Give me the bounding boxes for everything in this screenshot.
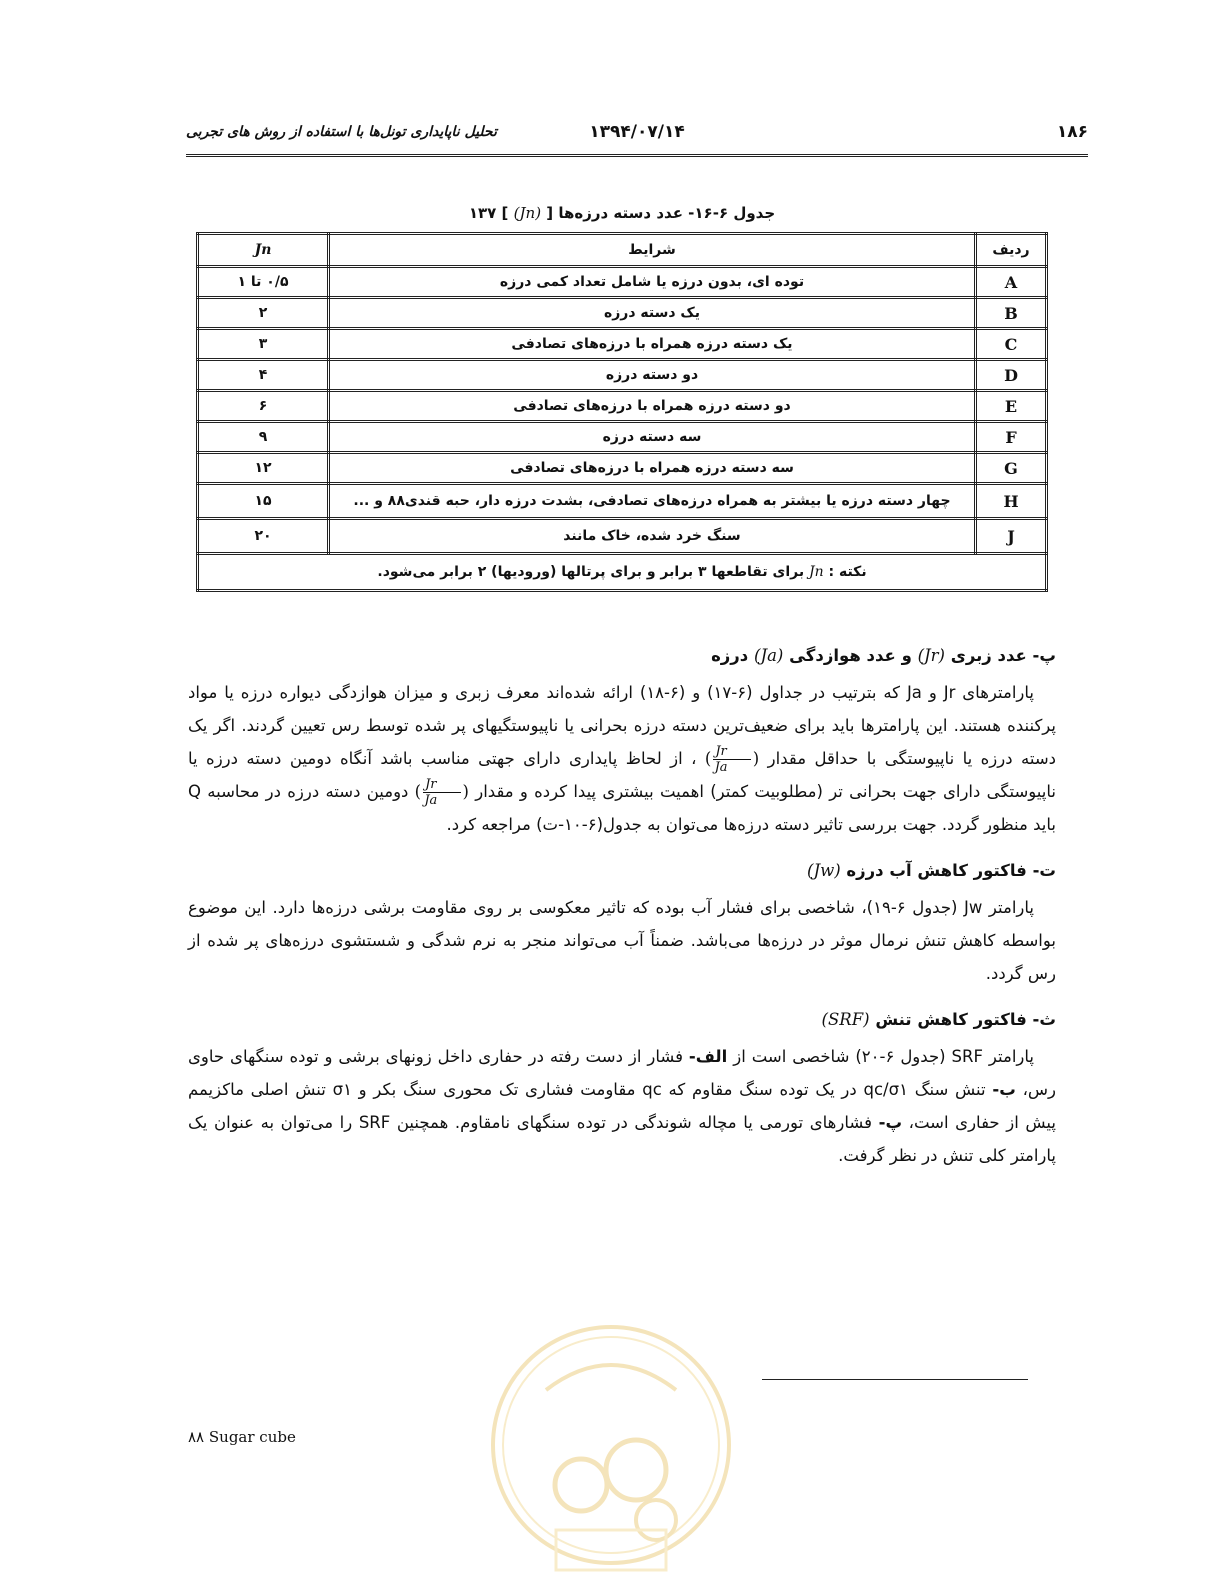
row-condition: دو دسته درزه همراه با درزه‌های تصادفی [329, 391, 976, 422]
fraction-numerator: Jr [423, 777, 460, 793]
fraction-jr-ja [713, 744, 750, 775]
note-prefix: نکته : [828, 564, 867, 580]
note-suffix: برای تقاطعها ۳ برابر و برای پرتالها (ورودیها) ۲ برابر می‌شود. [377, 564, 805, 580]
header-date: ۱۳۹۴/۰۷/۱۴ [589, 122, 685, 142]
body-text [188, 636, 1056, 1182]
row-condition: یک دسته درزه [329, 298, 976, 329]
row-index: B [976, 298, 1047, 329]
row-condition: دو دسته درزه [329, 360, 976, 391]
row-value: ۱۵ [198, 484, 329, 519]
row-value: ۲۰ [198, 519, 329, 554]
caption-symbol: (Jn) [513, 204, 542, 222]
row-condition: توده ای، بدون درزه یا شامل تعداد کمی درزه [329, 267, 976, 298]
table-row [198, 329, 1047, 360]
section-heading-roughness [188, 636, 1056, 676]
row-index: H [976, 484, 1047, 519]
paragraph-text: ، از لحاظ پایداری دارای جهتی مناسب باشد آنگاه دومین دسته درزه یا ناپیوستگی دارای جهت بحرانی تر (مطلوبیت کمتر) اهمیت بیشتری پیدا کرده و مقدار [188, 749, 1056, 801]
joint-set-table [196, 232, 1048, 592]
table-row [198, 267, 1047, 298]
row-index: F [976, 422, 1047, 453]
paragraph-roughness: پارامترهای Jr و Ja که بترتیب در جداول (۶-۱۷) و (۶-۱۸) ارائه شده‌اند معرف زبری و میزان هوازدگی دیواره درزه یا مواد پرکننده هستند. این پارامترها باید برای ضعیف‌ترین دسته درزه بحرانی یا ناپیوستگیهای پر شده توسط رس تعیین گردند. اگر یک دسته درزه یا ناپیوستگی با حداقل مقدار ( $\frac{Jr}{Ja}$ ) ، از لحاظ پایداری دارای جهتی مناسب باشد آنگاه دومین دسته درزه یا ناپیوستگی دارای جهت بحرانی تر (مطلوبیت کمتر) اهمیت بیشتری پیدا کرده و مقدار ( $\frac{Jr}{Ja}$ ) دومین دسته درزه در محاسبه Q باید منظور گردد. جهت بررسی تاثیر دسته درزه‌ها می‌توان به جدول(۶-۱۰-ت) مراجعه کرد. [188, 683, 1057, 834]
paragraph-text: پارامتر SRF (جدول ۶-۲۰) شاخصی است از [733, 1047, 1035, 1066]
page-header [186, 118, 1088, 154]
heading-text: پ- عدد زبری [950, 646, 1056, 665]
caption-suffix: ] ۱۳۷ [468, 204, 509, 222]
row-value: ۹ [198, 422, 329, 453]
paragraph-text: پارامترهای Jr و Ja که بترتیب در جداول (۶-۱۷) و (۶-۱۸) ارائه شده‌اند معرف زبری و میزان هوازدگی دیواره درزه یا مواد پرکننده هستند. این پارامترها باید برای ضعیف‌ترین دسته درزه بحرانی یا ناپیوستگیهای پر شده توسط رس تعیین گردند. اگر یک دسته درزه یا ناپیوستگی با حداقل مقدار [188, 683, 1057, 768]
fraction-jr-ja [423, 777, 460, 808]
row-index: G [976, 453, 1047, 484]
watermark-seal-icon [486, 1320, 736, 1590]
table-row [198, 422, 1047, 453]
row-index: A [976, 267, 1047, 298]
table-row [198, 298, 1047, 329]
row-index: E [976, 391, 1047, 422]
row-condition: سه دسته درزه [329, 422, 976, 453]
row-value: ۶ [198, 391, 329, 422]
heading-symbol-ja: (Ja) [754, 646, 784, 665]
row-value: ۲ [198, 298, 329, 329]
heading-symbol-srf: (SRF) [821, 1010, 870, 1029]
section-heading-stress [188, 1000, 1056, 1040]
table-note-row [198, 554, 1047, 591]
table-row [198, 519, 1047, 554]
paragraph-water: پارامتر Jw (جدول ۶-۱۹)، شاخصی برای فشار آب بوده که تاثیر معکوسی بر روی مقاومت برشی درزه‌ها دارد. این موضوع بواسطه کاهش تنش نرمال موثر در درزه‌ها می‌باشد. ضمناً آب می‌تواند منجر به نرم شدگی و شستشوی درزه‌های پر شده از رس گردد. [188, 898, 1056, 983]
table-note [198, 554, 1047, 591]
row-index: C [976, 329, 1047, 360]
row-value: ۱۲ [198, 453, 329, 484]
row-condition: سه دسته درزه همراه با درزه‌های تصادفی [329, 453, 976, 484]
paragraph-text: تنش سنگ qc/σ۱ در یک توده سنگ مقاوم که qc مقاومت فشاری تک محوری سنگ بکر و σ۱ تنش اصلی ماکزیمم پیش از حفاری است، [188, 1080, 1056, 1132]
section-heading-water [188, 851, 1056, 891]
paragraph-text: فشارهای تورمی یا مچاله شوندگی در توده سنگهای نامقاوم. همچنین SRF را می‌توان به عنوان یک پارامتر کلی تنش در نظر گرفت. [188, 1113, 1056, 1165]
fraction-denominator: Ja [714, 760, 728, 775]
heading-text: و عدد هوازدگی [789, 646, 912, 665]
col-header-index: ردیف [976, 234, 1047, 267]
col-header-value: Jn [198, 234, 329, 267]
heading-symbol-jr: (Jr) [917, 646, 945, 665]
row-value: ۰/۵ تا ۱ [198, 267, 329, 298]
caption-prefix: جدول ۶-۱۶- عدد دسته درزه‌ها [ [546, 204, 776, 222]
running-title: تحلیل ناپایداری تونل‌ها با استفاده از روش های تجربی [186, 124, 497, 140]
table-row [198, 360, 1047, 391]
row-condition: یک دسته درزه همراه با درزه‌های تصادفی [329, 329, 976, 360]
footnote: ۸۸ Sugar cube [188, 1428, 296, 1446]
row-value: ۳ [198, 329, 329, 360]
page-number: ۱۸۶ [1056, 122, 1088, 142]
list-marker-alef: الف- [688, 1047, 728, 1066]
list-marker-be: ب- [992, 1080, 1016, 1099]
table-row [198, 391, 1047, 422]
paragraph-text: فشار از دست رفته در حفاری داخل زونهای برشی و توده سنگهای حاوی رس، [188, 1047, 1057, 1099]
col-header-condition: شرایط [329, 234, 976, 267]
heading-text: ت- فاکتور کاهش آب درزه [846, 861, 1056, 880]
header-rule [186, 154, 1088, 157]
footnote-rule [762, 1379, 1028, 1380]
paragraph-stress [188, 1040, 1056, 1172]
list-marker-pe: پ- [878, 1113, 903, 1132]
row-value: ۴ [198, 360, 329, 391]
heading-symbol-jw: (Jw) [807, 861, 841, 880]
row-index: D [976, 360, 1047, 391]
row-index: J [976, 519, 1047, 554]
fraction-denominator: Ja [424, 793, 438, 808]
note-symbol: Jn [808, 564, 824, 580]
row-condition: سنگ خرد شده، خاک مانند [329, 519, 976, 554]
table-caption [196, 204, 1048, 222]
fraction-numerator: Jr [713, 744, 750, 760]
paragraph-text: دومین دسته درزه در محاسبه Q باید منظور گردد. جهت بررسی تاثیر دسته درزه‌ها می‌توان به جدول(۶-۱۰-ت) مراجعه کرد. [188, 782, 1056, 834]
heading-text: درزه [711, 646, 749, 665]
row-condition: چهار دسته درزه یا بیشتر به همراه درزه‌های تصادفی، بشدت درزه دار، حبه قندی۸۸ و ... [329, 484, 976, 519]
table-header-row [198, 234, 1047, 267]
table-row [198, 453, 1047, 484]
table-row [198, 484, 1047, 519]
heading-text: ث- فاکتور کاهش تنش [875, 1010, 1056, 1029]
